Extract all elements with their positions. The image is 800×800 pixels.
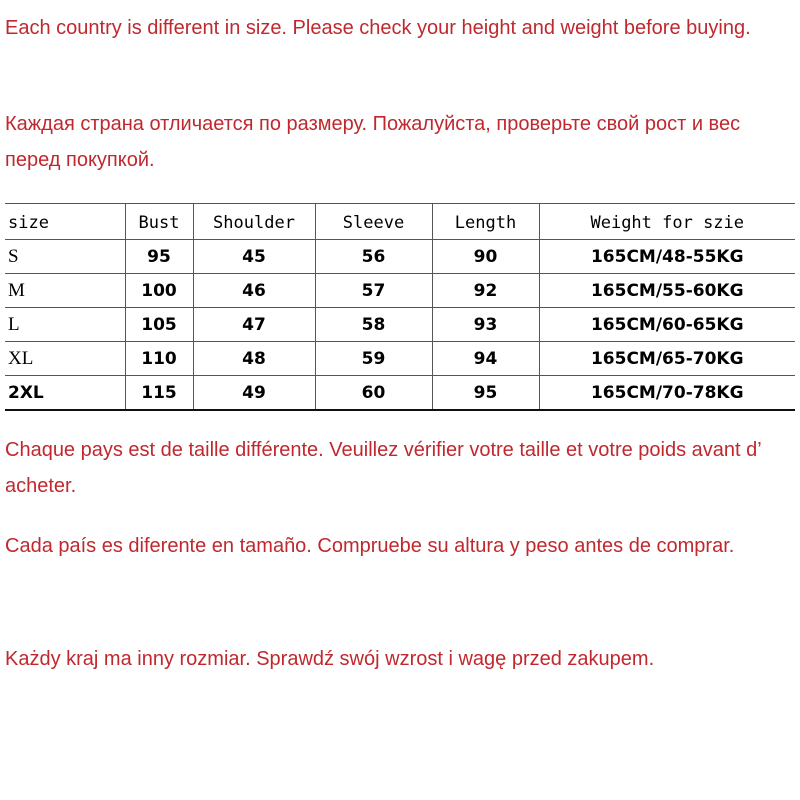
sleeve-cell: 59 [315,342,432,376]
shoulder-cell: 49 [193,376,315,411]
table-row [5,342,795,376]
size-cell: XL [8,347,34,369]
note-polish: Każdy kraj ma inny rozmiar. Sprawdź swój wzrost i wagę przed zakupem. [5,648,655,670]
header-shoulder: Shoulder [193,204,315,240]
note-french: Chaque pays est de taille différente. Veuillez vérifier votre taille et votre poids avant d’ acheter. [5,439,761,497]
table-row [5,308,795,342]
note-english: Each country is different in size. Please check your height and weight before buying. [5,17,751,39]
weight-cell: 165CM/60-65KG [539,308,795,342]
sleeve-cell: 56 [315,240,432,274]
header-weight: Weight for szie [539,204,795,240]
shoulder-cell: 45 [193,240,315,274]
table-row [5,376,795,411]
bust-cell: 105 [125,308,193,342]
sleeve-cell: 60 [315,376,432,411]
length-cell: 92 [432,274,539,308]
bust-cell: 115 [125,376,193,411]
bust-cell: 95 [125,240,193,274]
header-sleeve: Sleeve [315,204,432,240]
bust-cell: 110 [125,342,193,376]
note-spanish: Cada país es diferente en tamaño. Compruebe su altura y peso antes de comprar. [5,535,735,557]
header-size: size [8,212,49,233]
length-cell: 94 [432,342,539,376]
bust-cell: 100 [125,274,193,308]
weight-cell: 165CM/48-55KG [539,240,795,274]
size-cell: 2XL [8,382,44,403]
length-cell: 93 [432,308,539,342]
size-chart-table [5,203,795,411]
length-cell: 95 [432,376,539,411]
size-cell: M [8,279,25,301]
shoulder-cell: 48 [193,342,315,376]
header-bust: Bust [125,204,193,240]
table-row [5,240,795,274]
note-russian: Каждая страна отличается по размеру. Пожалуйста, проверьте свой рост и вес перед покупкой. [5,113,741,171]
weight-cell: 165CM/65-70KG [539,342,795,376]
header-length: Length [432,204,539,240]
weight-cell: 165CM/70-78KG [539,376,795,411]
sleeve-cell: 57 [315,274,432,308]
size-cell: L [8,313,20,335]
weight-cell: 165CM/55-60KG [539,274,795,308]
length-cell: 90 [432,240,539,274]
table-row [5,274,795,308]
table-header-row [5,204,795,240]
shoulder-cell: 47 [193,308,315,342]
sleeve-cell: 58 [315,308,432,342]
shoulder-cell: 46 [193,274,315,308]
size-cell: S [8,245,19,267]
